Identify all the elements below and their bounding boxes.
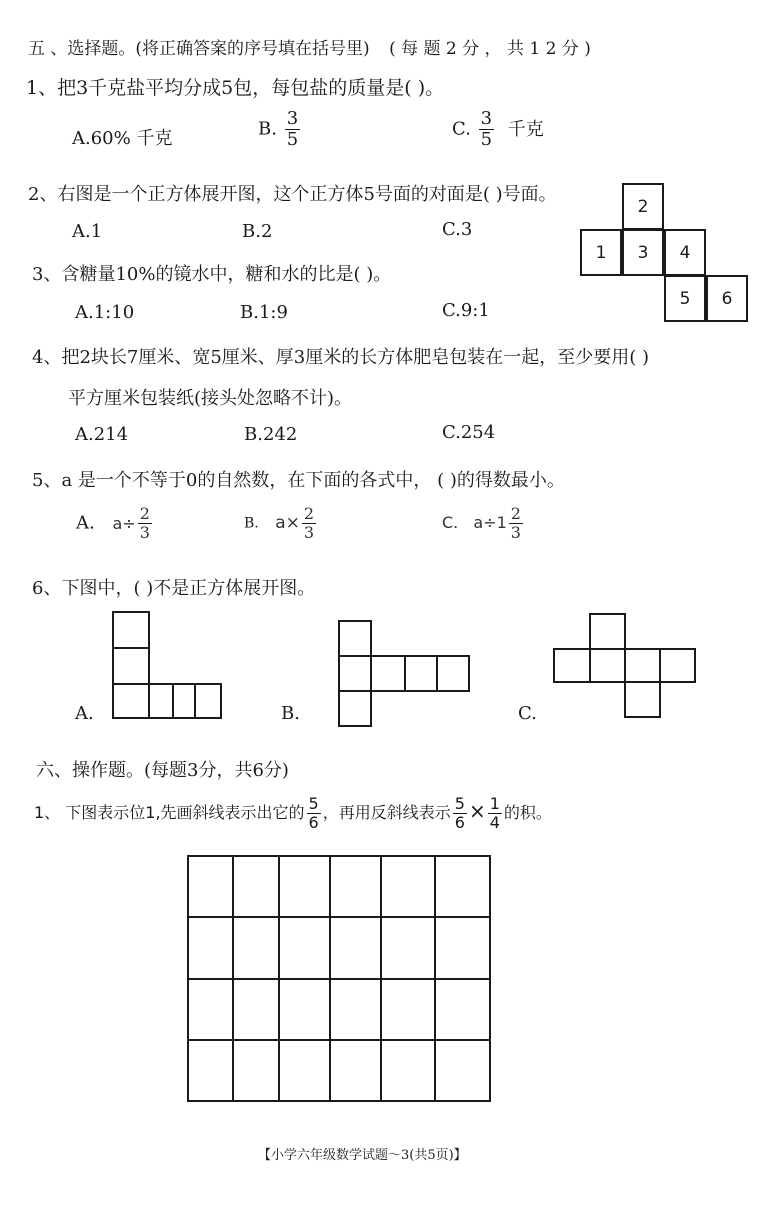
q4-stem: 4、把2块长7厘米、宽5厘米、厚3厘米的长方体肥皂包装在一起，至少要用( ) [32, 347, 650, 368]
cube-face-6: 6 [706, 275, 748, 322]
fraction-numerator: 5 [454, 794, 465, 813]
section6-header: 六、操作题。(每题3分，共6分) [36, 760, 289, 781]
q6-option-c: C. [518, 703, 537, 724]
fraction-denominator: 6 [454, 813, 465, 832]
section5-score-note: ( 每 题 2 分 ， 共 1 2 分 ) [389, 39, 591, 59]
q6-stem: 6、下图中，( )不是正方体展开图。 [32, 578, 316, 599]
cube-face-3: 3 [622, 229, 664, 276]
fraction-numerator: 1 [489, 794, 500, 813]
q6-option-a: A. [75, 703, 94, 724]
q4-option-b: B.242 [244, 424, 298, 445]
op1-suffix: 的积。 [503, 803, 552, 822]
q1-option-c-label: C. [452, 118, 471, 140]
op1-middle: ，再用反斜线表示 [322, 803, 451, 822]
fraction-denominator: 6 [308, 813, 319, 832]
q3-option-a: A.1:10 [75, 302, 135, 323]
op1-prefix: 1、 下图表示位1,先画斜线表示出它的 [34, 803, 305, 822]
fraction-numerator: 3 [480, 108, 493, 129]
q5-option-c-expr: a÷1 [473, 513, 507, 532]
fraction-denominator: 3 [139, 523, 150, 542]
q1-option-c-unit: 千克 [507, 118, 544, 140]
q2-option-a: A.1 [72, 221, 103, 242]
q1-option-b-label: B. [258, 118, 277, 140]
fraction-denominator: 5 [480, 129, 493, 150]
q3-option-c: C.9:1 [442, 300, 490, 321]
q4-stem-continued: 平方厘米包装纸(接头处忽略不计)。 [68, 388, 353, 409]
q3-option-b: B.1:9 [240, 302, 288, 323]
fraction-numerator: 2 [303, 504, 315, 523]
q6-option-b: B. [281, 703, 300, 724]
page-footer: 【小学六年级数学试题～3(共5页)】 [258, 1148, 467, 1163]
q5-option-a-label: A. [76, 512, 95, 534]
times-sign: × [468, 799, 486, 823]
q2-option-b: B.2 [242, 221, 273, 242]
q5-stem: 5、a 是一个不等于0的自然数，在下面的各式中， ( )的得数最小。 [32, 470, 565, 491]
cube-face-1: 1 [580, 229, 622, 276]
q5-option-a-expr: a÷ [112, 513, 136, 533]
fraction-denominator: 4 [489, 813, 500, 832]
cube-face-4: 4 [664, 229, 706, 276]
fraction-numerator: 2 [510, 504, 521, 523]
fraction-numerator: 5 [308, 794, 319, 813]
q1-option-a: A.60% 千克 [72, 128, 173, 149]
q4-option-a: A.214 [75, 424, 129, 445]
fraction-numerator: 3 [286, 108, 299, 129]
fraction-numerator: 2 [139, 504, 150, 523]
fraction-denominator: 3 [303, 523, 315, 542]
q4-option-c: C.254 [442, 422, 496, 443]
q1-stem: 1、把3千克盐平均分成5包，每包盐的质量是( )。 [26, 77, 445, 99]
q2-stem: 2、右图是一个正方体展开图，这个正方体5号面的对面是( )号面。 [28, 184, 557, 205]
cube-face-5: 5 [664, 275, 706, 322]
q5-option-b-expr: a× [275, 512, 300, 533]
fraction-denominator: 5 [286, 129, 299, 150]
cube-face-2: 2 [622, 183, 664, 230]
q5-option-c-label: C. [442, 513, 459, 532]
q5-option-b-label: B. [244, 515, 259, 532]
q2-option-c: C.3 [442, 219, 473, 240]
q3-stem: 3、含糖量10%的镜水中，糖和水的比是( )。 [32, 264, 392, 285]
section5-title: 五 、选择题。(将正确答案的序号填在括号里) [28, 39, 370, 59]
fraction-denominator: 3 [510, 523, 521, 542]
